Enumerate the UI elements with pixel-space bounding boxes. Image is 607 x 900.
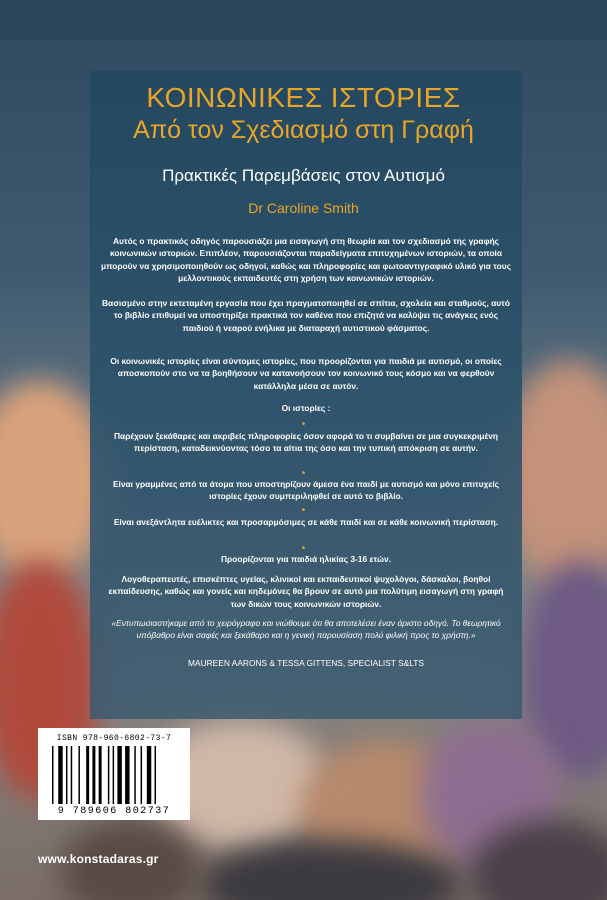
barcode-bar: [113, 746, 114, 804]
bullet-marker: •: [301, 419, 306, 430]
publisher-website[interactable]: www.konstadaras.gr: [38, 852, 159, 866]
review-attribution: MAUREEN AARONS & TESSA GITTENS, SPECIALIST S&LTS: [188, 658, 424, 668]
definition-paragraph: Οι κοινωνικές ιστορίες είναι σύντομες ιστορίες, που προορίζονται για παιδιά με αυτισμό, οι οποίες αποσκοπούν στο να τα βοηθήσουν να κατανοήσουν τον κοινωνικό τους κόσμο και να φερθούν κατάλληλα μέσα σε αυτόν.: [110, 356, 502, 391]
barcode-bar: [125, 746, 129, 804]
barcode-number: 9 789606 802737: [57, 806, 171, 817]
barcode-bar: [155, 746, 156, 804]
intro-paragraph: Αυτός ο πρακτικός οδηγός παρουσιάζει μια εισαγωγή στη θεωρία και τον σχεδιασμό της γραφής κοινωνικών ιστοριών. Επιπλέον, παρουσιάζονται παραδείγματα επιτυχημένων ιστοριών, τα οποία μπορούν να χρησιμοποιηθούν ως οδηγοί, καθώς και πληροφορίες και φωτοαντιγραφικό υλικό για τους μελλοντικούς εκπαιδευτές στη χρήση των κοινωνικών ιστοριών.: [100, 236, 512, 284]
barcode: [38, 728, 190, 820]
bullet-marker: •: [301, 543, 306, 554]
barcode-bar: [117, 746, 121, 804]
bullet-marker: •: [301, 505, 306, 516]
barcode-bar: [52, 746, 53, 804]
barcode-bar: [141, 746, 142, 804]
top-band: [0, 0, 607, 40]
basis-paragraph: Βασισμένο στην εκτεταμένη εργασία που έχει πραγματοποιηθεί σε σπίτια, σχολεία και σταθμούς, αυτό το βιβλίο επιθυμεί να υποστηρίξει πρακτικά τον καθένα που επιζητά να καλύψει τις ανάγκες ενός παιδιού ή νεαρού ενήλικα με διαταραχή αυτιστικού φάσματος.: [102, 298, 510, 333]
bullet-item-3: Είναι ανεξάντλητα ευέλικτες και προσαρμόσιμες σε κάθε παιδί και σε κάθε κοινωνική περίσταση.: [113, 517, 499, 527]
barcode-bar: [99, 746, 102, 804]
bullet-item-2: Είναι γραμμένες από τα άτομα που υποστηρίζουν άμεσα ένα παιδί με αυτισμό και μόνο επιτυχείς ιστορίες έχουν συμπεριληφθεί σε αυτό το βιβλίο.: [112, 479, 500, 502]
barcode-bar: [147, 746, 151, 804]
audience-paragraph: Λογοθεραπευτές, επισκέπτες υγείας, κλινικοί και εκπαιδευτικοί ψυχολόγοι, δάσκαλοι, βοηθοί εκπαίδευσης, καθώς και γονείς και κηδεμόνες θα βρουν σε αυτό μια πολύτιμη εισαγωγή στη γραφή των δικών τους κοινωνικών ιστοριών.: [108, 574, 504, 609]
isbn-label: ISBN 978-960-6802-73-7: [56, 734, 172, 743]
author-name: Dr Caroline Smith: [248, 200, 359, 216]
barcode-bars: [52, 746, 178, 804]
bullet-item-1: Παρέχουν ξεκάθαρες και ακριβείς πληροφορίες όσον αφορά το τι συμβαίνει σε μια συγκεκριμένη περίσταση, καταδεικνύοντας τόσο τα αίτια της όσο και την τυπική απόκριση σε αυτήν.: [114, 431, 498, 454]
barcode-bar: [58, 746, 62, 804]
barcode-bar: [71, 746, 72, 804]
barcode-bar: [66, 746, 67, 804]
review-quote: «Εντυπωσιαστήκαμε από το χειρόγραφο και νιώθουμε ότι θα αποτελέσει έναν άριστο οδηγό. Το θεωρητικό υπόβαθρο είναι σαφές και ξεκάθαρο και η γενική παρουσίαση πολύ φιλική προς το χρήστη.»: [111, 618, 501, 641]
stories-heading: Οι ιστορίες :: [281, 403, 331, 413]
barcode-bar: [78, 746, 79, 804]
bullet-marker: •: [301, 468, 306, 479]
barcode-bar: [134, 746, 135, 804]
barcode-bar: [108, 746, 109, 804]
barcode-bar: [86, 746, 89, 804]
book-title-line2: Από τον Σχεδιασμό στη Γραφή: [133, 116, 474, 144]
bullet-item-4: Προορίζονται για παιδιά ηλικίας 3-16 ετών.: [221, 554, 391, 564]
barcode-bar: [92, 746, 95, 804]
book-title: ΚΟΙΝΩΝΙΚΕΣ ΙΣΤΟΡΙΕΣ: [146, 82, 461, 113]
book-subtitle: Πρακτικές Παρεμβάσεις στον Αυτισμό: [162, 166, 445, 185]
